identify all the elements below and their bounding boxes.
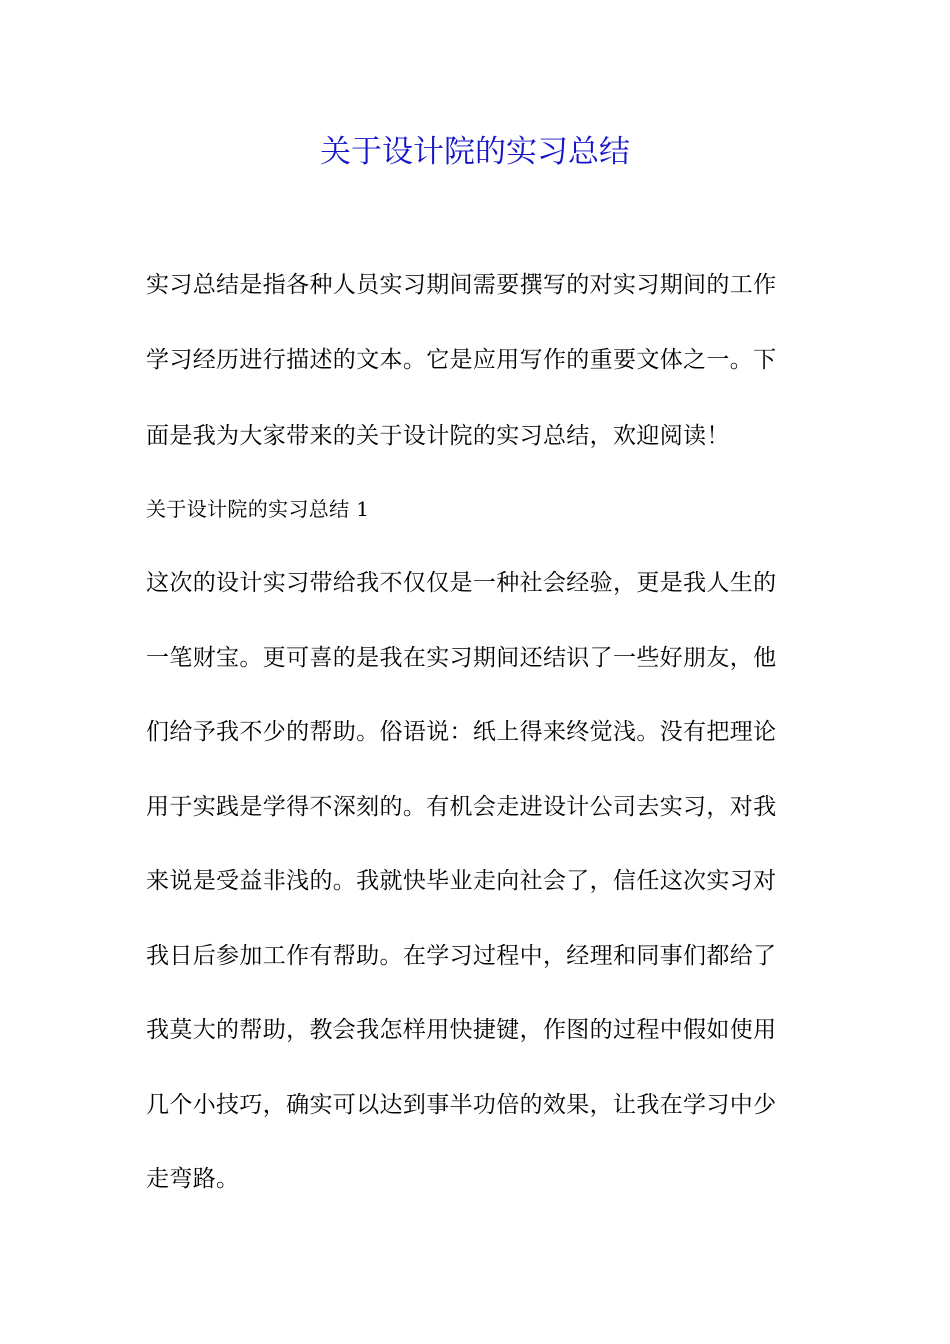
intro-line-2: 学习经历进行描述的文本。它是应用写作的重要文体之一。下 <box>146 347 777 373</box>
body-line-2: 一笔财宝。更可喜的是我在实习期间还结识了一些好朋友，他 <box>146 645 777 671</box>
body-line-3: 们给予我不少的帮助。俗语说：纸上得来终觉浅。没有把理论 <box>146 719 777 745</box>
document-title: 关于设计院的实习总结 <box>320 134 630 170</box>
intro-line-3: 面是我为大家带来的关于设计院的实习总结，欢迎阅读！ <box>146 423 730 449</box>
body-line-4: 用于实践是学得不深刻的。有机会走进设计公司去实习，对我 <box>146 794 777 820</box>
body-line-7: 我莫大的帮助，教会我怎样用快捷键，作图的过程中假如使用 <box>146 1017 777 1043</box>
intro-line-1: 实习总结是指各种人员实习期间需要撰写的对实习期间的工作 <box>146 272 777 298</box>
body-line-9: 走弯路。 <box>146 1166 240 1192</box>
section-heading: 关于设计院的实习总结 1 <box>146 497 370 521</box>
body-line-6: 我日后参加工作有帮助。在学习过程中，经理和同事们都给了 <box>146 943 777 969</box>
body-line-8: 几个小技巧，确实可以达到事半功倍的效果，让我在学习中少 <box>146 1092 777 1118</box>
body-line-5: 来说是受益非浅的。我就快毕业走向社会了，信任这次实习对 <box>146 868 777 894</box>
body-line-1: 这次的设计实习带给我不仅仅是一种社会经验，更是我人生的 <box>146 570 777 596</box>
